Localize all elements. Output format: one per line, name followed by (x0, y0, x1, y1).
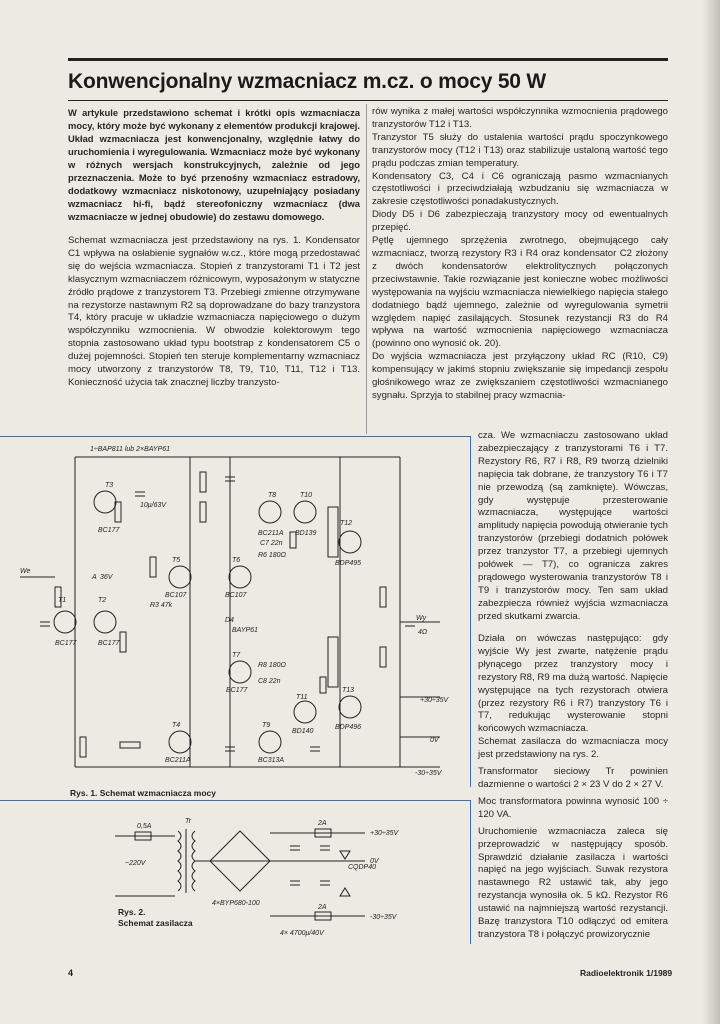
figure-1-frame (0, 436, 471, 787)
svg-text:0V: 0V (430, 737, 439, 744)
svg-text:~220V: ~220V (125, 860, 146, 867)
right-column-mid (478, 430, 668, 624)
power-supply-schematic (0, 801, 470, 944)
svg-text:4Ω: 4Ω (418, 629, 428, 636)
svg-text:4× 4700μ/40V: 4× 4700μ/40V (280, 930, 324, 937)
svg-text:C7 22n: C7 22n (260, 540, 283, 547)
svg-text:0,5A: 0,5A (137, 823, 152, 830)
svg-text:T7: T7 (232, 652, 241, 659)
svg-text:1÷BAP811 lub 2×BAYP61: 1÷BAP811 lub 2×BAYP61 (90, 446, 171, 453)
body-paragraph: Uruchomienie wzmacniacza zaleca się przeprowadzić w następujący sposób. Sprawdzić działanie zasilacza i wartości napięć na jego wyjściach. Suwak rezystora nastawnego R2 ustawić tak, aby jego rezystancja wynosiła ok. 5 kΩ. Rezystor R6 ustawić na najmniejszą wartość rezystancji. Bazę tranzystora T10 odłączyć od emitera tranzystora T8 i połączyć prowizorycznie (478, 825, 668, 940)
svg-text:T13: T13 (342, 687, 355, 694)
svg-text:T3: T3 (105, 482, 114, 489)
column-divider (366, 104, 367, 434)
svg-text:T10: T10 (300, 492, 313, 499)
svg-text:T5: T5 (172, 557, 181, 564)
top-rule (68, 58, 668, 61)
figure-2-frame (0, 800, 471, 944)
body-paragraph: Moc transformatora powinna wynosić 100 ÷ 120 VA. (478, 795, 668, 820)
svg-text:BC177: BC177 (98, 527, 120, 534)
figure-2-caption-line-2: Schemat zasilacza (118, 918, 193, 928)
svg-text:-30÷35V: -30÷35V (370, 914, 397, 921)
svg-text:R3 47k: R3 47k (150, 602, 173, 609)
svg-text:We: We (20, 568, 31, 575)
svg-text:T2: T2 (98, 597, 107, 604)
figure-2-caption (118, 907, 193, 929)
svg-text:T1: T1 (58, 597, 67, 604)
svg-text:Wy: Wy (416, 615, 427, 622)
svg-text:Tr: Tr (185, 818, 192, 825)
svg-text:+30÷35V: +30÷35V (420, 697, 449, 704)
svg-text:T12: T12 (340, 520, 353, 527)
left-column (68, 106, 360, 390)
page-edge-shadow (702, 0, 720, 1024)
svg-text:BC107: BC107 (165, 592, 187, 599)
amplifier-schematic (0, 437, 470, 787)
body-paragraph: Działa on wówczas następująco: gdy wyjście Wy jest zwarte, natężenie prądu płynącego przez tranzystory mocy i rezystory R8, R9 ma dużą wartość. Napięcie występujące na tych rezystorach otwiera (przez rezystory R6 i R7) tranzystory T6 i T7, redukując wysterowanie stopni końcowych wzmacniacza. (478, 633, 668, 735)
svg-text:BC313A: BC313A (258, 757, 285, 764)
svg-text:4×BYP680-100: 4×BYP680-100 (212, 900, 260, 907)
svg-text:T8: T8 (268, 492, 277, 499)
svg-text:R8 180Ω: R8 180Ω (258, 662, 286, 669)
svg-text:2A: 2A (318, 820, 327, 827)
body-paragraph: rów wynika z małej wartości współczynnika wzmocnienia prądowego tranzystorów T12 i T13. (372, 106, 668, 130)
svg-text:T6: T6 (232, 557, 241, 564)
body-paragraph: Do wyjścia wzmacniacza jest przyłączony układ RC (R10, C9) kompensujący w jakimś stopniu zwiększanie się impedancji zespołu głośnikowego wraz ze zwiększaniem częstotliwości wzmacnianego sygnału. Sprzyja to stabilnej pracy wzmacnia- (372, 351, 668, 401)
body-paragraph: Kondensatory C3, C4 i C6 ograniczają pasmo wzmacnianych częstotliwości i przeciwdziałają wzbudzaniu się wzmacniacza w zakresie częstotliwości ponadakustycznych. (372, 170, 668, 208)
svg-text:BC211A: BC211A (258, 530, 284, 537)
svg-text:D4: D4 (225, 617, 234, 624)
article-title: Konwencjonalny wzmacniacz m.cz. o mocy 50 W (68, 70, 547, 93)
right-column-top (372, 106, 668, 403)
svg-text:BDP495: BDP495 (335, 560, 362, 567)
body-paragraph: Schemat wzmacniacza jest przedstawiony na rys. 1. Kondensator C1 wpływa na osłabienie sygnałów w.cz., które mogą przedostawać się do wejścia wzmacniacza. Stopień z tranzystorami T1 i T2 jest klasycznym wzmacniaczem różnicowym, wyposażonym w statyczne źródło prądowe z tranzystorem T3. Przebiegi zmienne otrzymywane na rezystorze nastawnym R2 są doprowadzane do bazy tranzystora T4, który pracuje w układzie wzmacniacza napięciowego o dużym współczynniku wzmocnienia. W obwodzie kolektorowym tego stopnia zastosowano układ typu bootstrap z kondensatorem C5 o dużej pojemności. Stopień ten steruje komplementarny wzmacniacz mocy utworzony z tranzystorów T8, T9, T10, T11, T12 i T13. Konieczność użycia tak znacznej liczby tranzysto- (68, 235, 360, 388)
lead-paragraph: W artykule przedstawiono schemat i krótki opis wzmacniacza mocy, który może być wykonany z elementów produkcji krajowej. Układ wzmacniacza jest konwencjonalny, względnie łatwy do uruchomienia i wyregulowania. Wzmacniacz może być wykonany w różnych wersjach konstrukcyjnych, zależnie od jego przeznaczenia. Może to być przenośny wzmacniacz estradowy, dodatkowy wzmacniacz niskotonowy, uzupełniający posiadany wzmacniacz hi-fi, bądź stereofoniczny wzmacniacz (dwa wzmacniacze w jednej obudowie) do zestawu domowego. (68, 107, 360, 222)
svg-text:T9: T9 (262, 722, 271, 729)
svg-text:BC177: BC177 (55, 640, 77, 647)
body-paragraph: Pętlę ujemnego sprzężenia zwrotnego, obejmującego cały wzmacniacz, tworzą rezystory R3 i R4 oraz kondensator C2 złożony z dwóch kondensatorów elektrolitycznych połączonych przeciwstawnie. Takie rozwiązanie jest konieczne wobec możliwości występowania na wyjściu wzmacniacza niewielkiego napięcia stałego dodatniego bądź ujemnego, zależnie od wyregulowania symetrii względem napięć zasilających. Stosunek rezystancji R3 do R4 wpływa na wartość wzmocnienia napięciowego wzmacniacza (powinno ono wynosić ok. 20). (372, 235, 668, 350)
body-paragraph: Diody D5 i D6 zabezpieczają tranzystory mocy od ewentualnych przepięć. (372, 209, 668, 234)
svg-text:-30÷35V: -30÷35V (415, 770, 442, 777)
svg-text:2A: 2A (318, 904, 327, 911)
svg-text:+30÷35V: +30÷35V (370, 830, 399, 837)
svg-text:BD140: BD140 (292, 728, 314, 735)
svg-text:0V: 0V (370, 858, 379, 865)
body-paragraph: Transformator sieciowy Tr powinien dazmienne o wartości 2 × 23 V do 2 × 27 V. (478, 766, 668, 790)
svg-text:R6 180Ω: R6 180Ω (258, 552, 286, 559)
svg-text:BDP496: BDP496 (335, 724, 362, 731)
figure-2-caption-line-1: Rys. 2. (118, 907, 146, 917)
svg-text:T11: T11 (296, 694, 308, 701)
journal-footer: Radioelektronik 1/1989 (580, 968, 673, 978)
svg-text:BC211A: BC211A (165, 757, 191, 764)
svg-text:10μ/63V: 10μ/63V (140, 502, 167, 509)
right-column-low (478, 633, 668, 942)
body-paragraph: Schemat zasilacza do wzmacniacza mocy jest przedstawiony na rys. 2. (478, 736, 668, 761)
body-paragraph: Tranzystor T5 służy do ustalenia wartości prądu spoczynkowego tranzystorów mocy (T12 i T13) oraz stabilizuje ustaloną wartość tego prądu podczas zmian temperatury. (372, 131, 668, 169)
svg-text:BAYP61: BAYP61 (232, 627, 258, 634)
svg-text:36V: 36V (100, 574, 113, 581)
figure-1-caption: Rys. 1. Schemat wzmacniacza mocy (70, 788, 216, 798)
svg-text:C8 22n: C8 22n (258, 678, 281, 685)
svg-text:T4: T4 (172, 722, 181, 729)
svg-text:BC177: BC177 (226, 687, 248, 694)
svg-text:BD139: BD139 (295, 530, 317, 537)
svg-text:CQDP40: CQDP40 (348, 864, 377, 871)
body-paragraph: cza. We wzmacniaczu zastosowano układ zabezpieczający z tranzystorami T6 i T7. Rezystory R6, R7 i R8, R9 tworzą dzielniki napięcia tak dobrane, że tranzystory T6 i T7 nie przewodzą (są zamknięte). Wówczas, gdy występuje przesterowanie wzmacniacza, występujące wartości amplitudy napięcia powodują otwieranie tych tranzystorów (przebiegi dodatnich połówek przez tranzystor T7, a przebiegi ujemnych połówek — T7), co ogranicza zakres prądowego wysterowania tranzystorów T8 i T9 i tranzystorów mocy. Ten sam układ zabezpiecza również wyjścia wzmacniacza przed skutkami zwarcia. (478, 430, 668, 622)
svg-text:BC177: BC177 (98, 640, 120, 647)
page-number: 4 (68, 968, 74, 978)
title-rule (68, 100, 668, 101)
svg-text:A: A (92, 574, 97, 581)
svg-text:BC107: BC107 (225, 592, 247, 599)
